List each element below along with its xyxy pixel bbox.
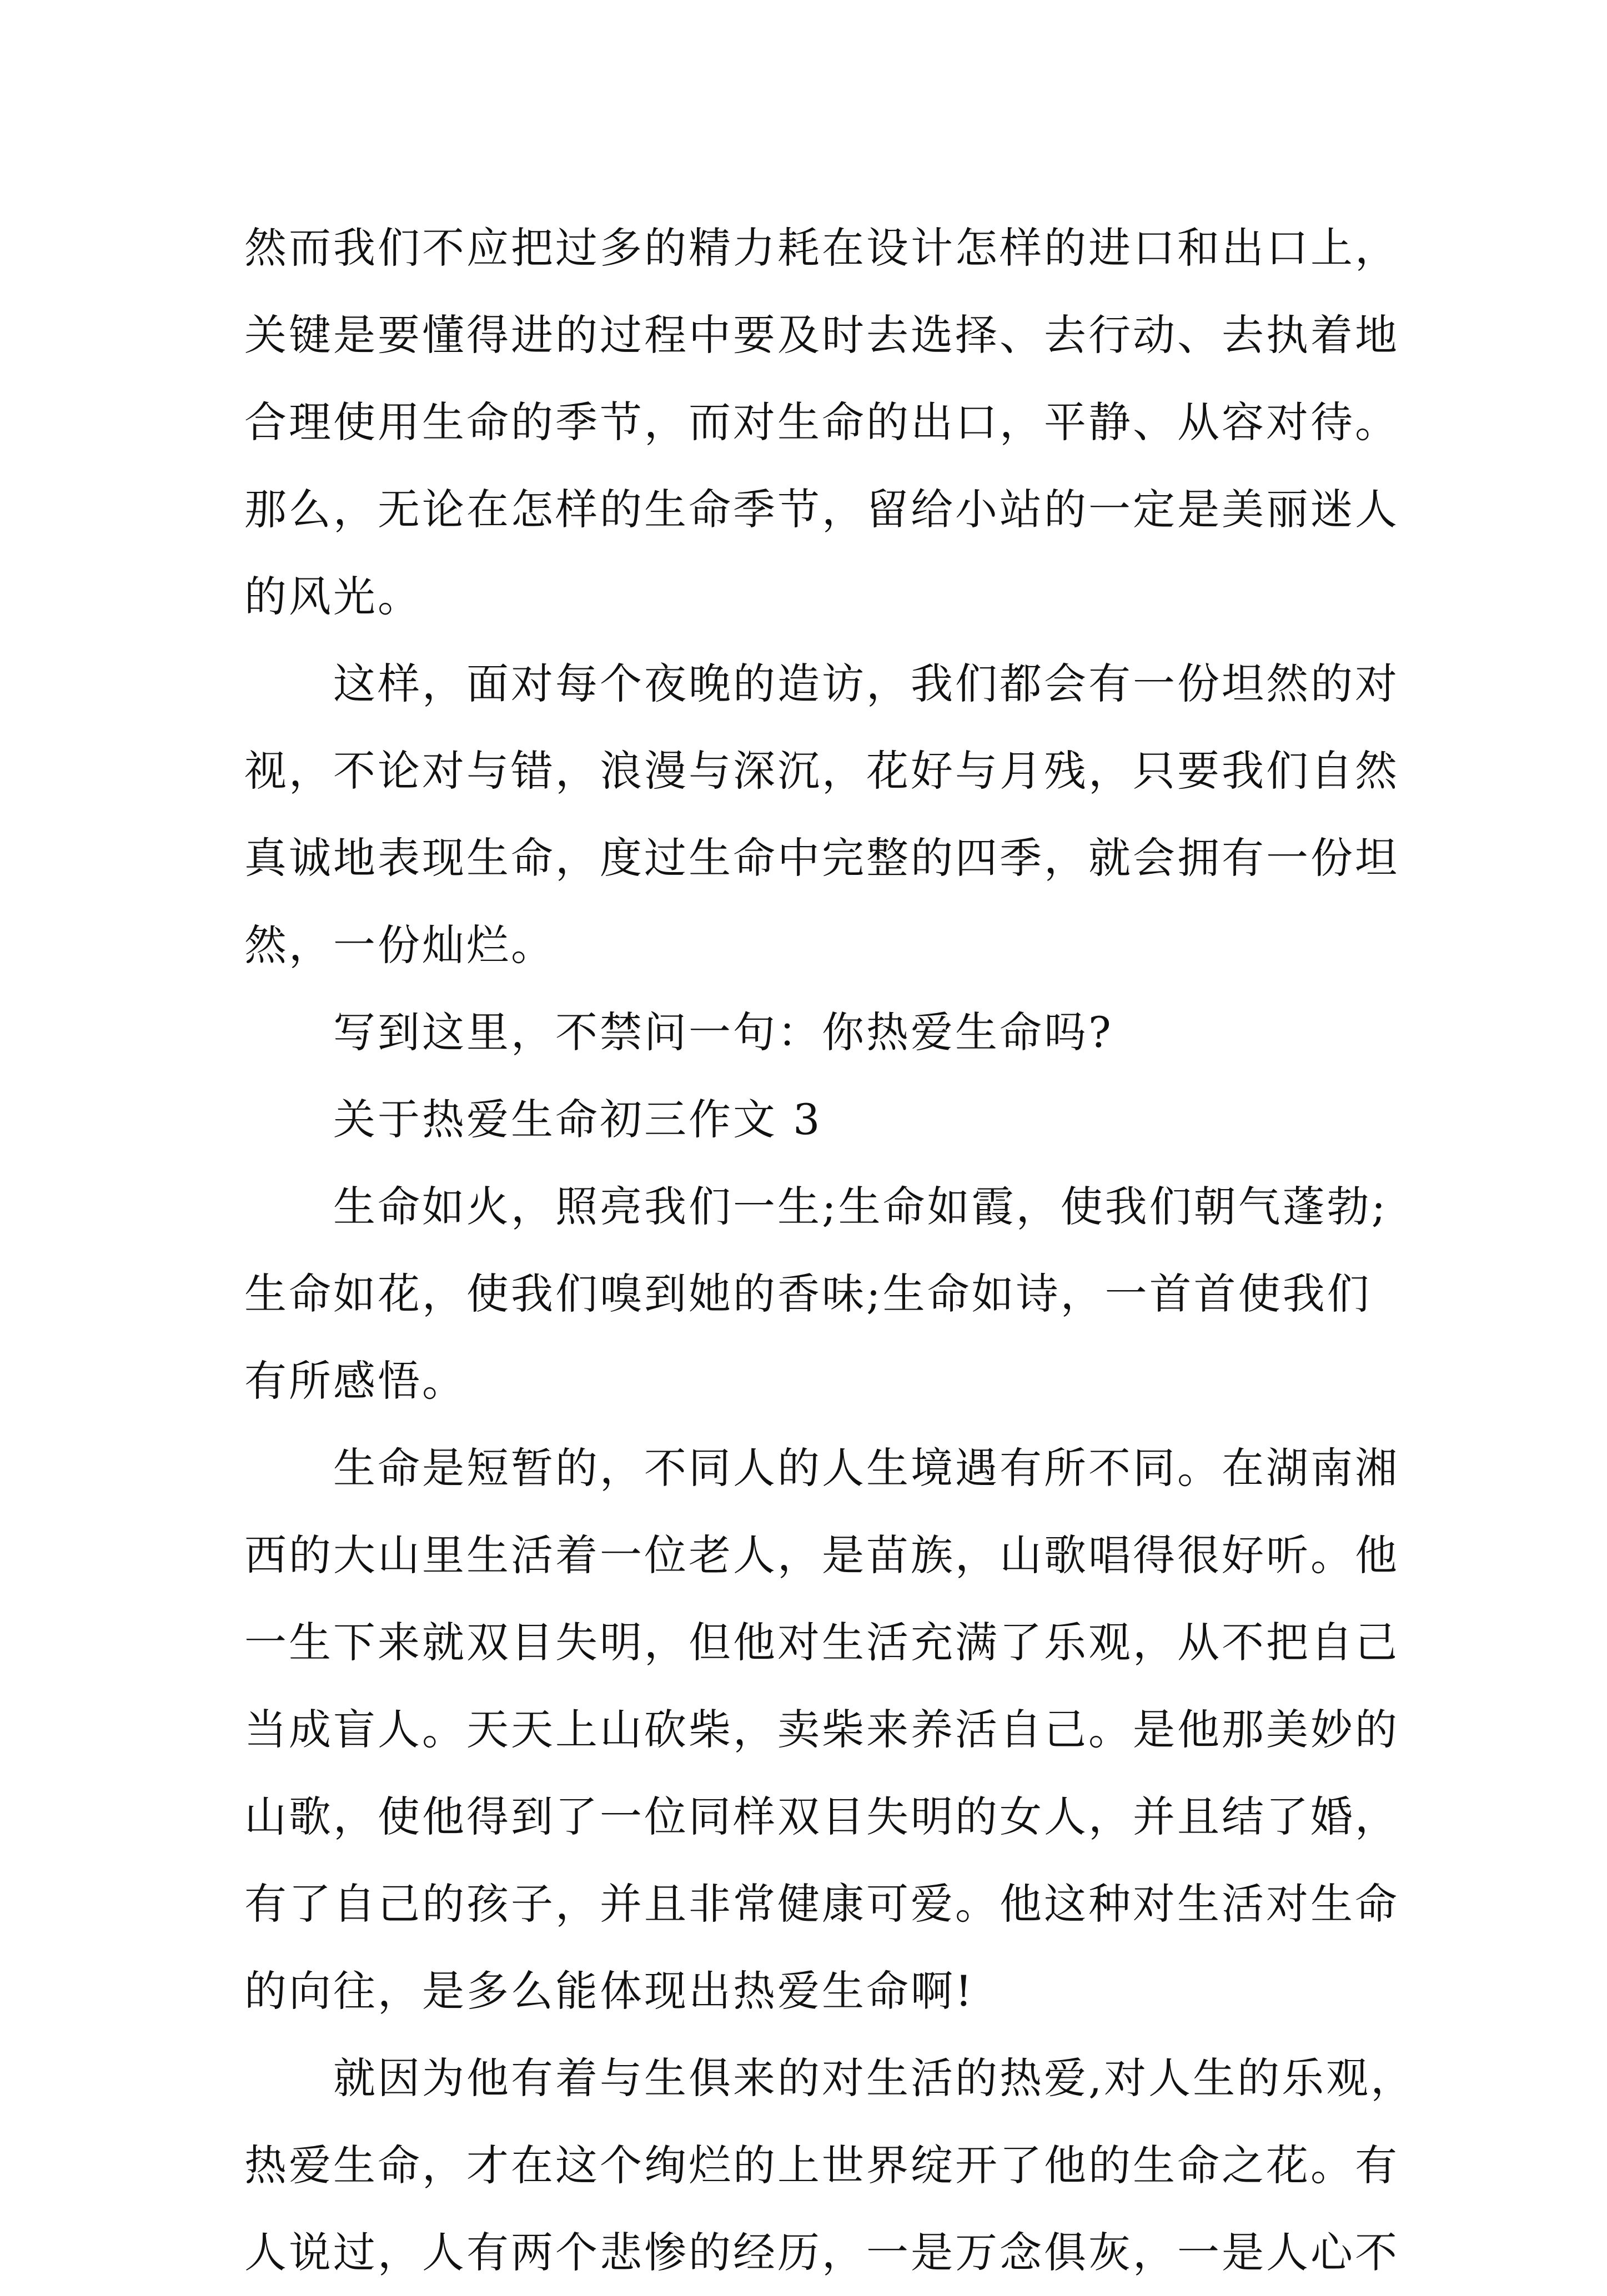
text-line: 生命如火，照亮我们一生;生命如霞，使我们朝气蓬勃; [333,1182,1388,1231]
text-line: 的风光。 [244,572,422,621]
text-line: 热爱生命，才在这个绚烂的上世界绽开了他的生命之花。有 [244,2141,1399,2190]
text-line: 关键是要懂得进的过程中要及时去选择、去行动、去执着地 [244,310,1399,360]
text-line: 的向往，是多么能体现出热爱生命啊! [244,1966,975,2016]
document-body [244,204,1415,2296]
text-line: 然而我们不应把过多的精力耗在设计怎样的进口和出口上， [244,223,1399,273]
text-line: 然，一份灿烂。 [244,920,555,970]
text-line: 那么，无论在怎样的生命季节，留给小站的一定是美丽迷人 [244,485,1399,534]
text-line: 人说过，人有两个悲惨的经历，一是万念俱灰，一是人心不 [244,2228,1399,2277]
text-line: 有了自己的孩子，并且非常健康可爱。他这种对生活对生命 [244,1879,1399,1929]
text-line: 写到这里，不禁问一句：你热爱生命吗? [333,1008,1113,1057]
text-line: 生命是短暂的，不同人的人生境遇有所不同。在湖南湘 [333,1443,1399,1493]
text-line: 关于热爱生命初三作文 3 [333,1095,822,1144]
text-line: 就因为他有着与生俱来的对生活的热爱,对人生的乐观， [333,2053,1415,2103]
text-line: 山歌，使他得到了一位同样双目失明的女人，并且结了婚， [244,1792,1399,1841]
text-line: 真诚地表现生命，度过生命中完整的四季，就会拥有一份坦 [244,833,1399,883]
text-line: 当成盲人。天天上山砍柴，卖柴来养活自己。是他那美妙的 [244,1705,1399,1754]
text-line: 这样，面对每个夜晚的造访，我们都会有一份坦然的对 [333,659,1399,708]
text-line: 视，不论对与错，浪漫与深沉，花好与月残，只要我们自然 [244,746,1399,795]
text-line: 合理使用生命的季节，而对生命的出口，平静、从容对待。 [244,397,1399,447]
text-line: 有所感悟。 [244,1356,466,1406]
text-line: 西的大山里生活着一位老人，是苗族，山歌唱得很好听。他 [244,1530,1399,1580]
text-line: 生命如花，使我们嗅到她的香味;生命如诗，一首首使我们 [244,1269,1372,1318]
text-line: 一生下来就双目失明，但他对生活充满了乐观，从不把自己 [244,1618,1399,1667]
